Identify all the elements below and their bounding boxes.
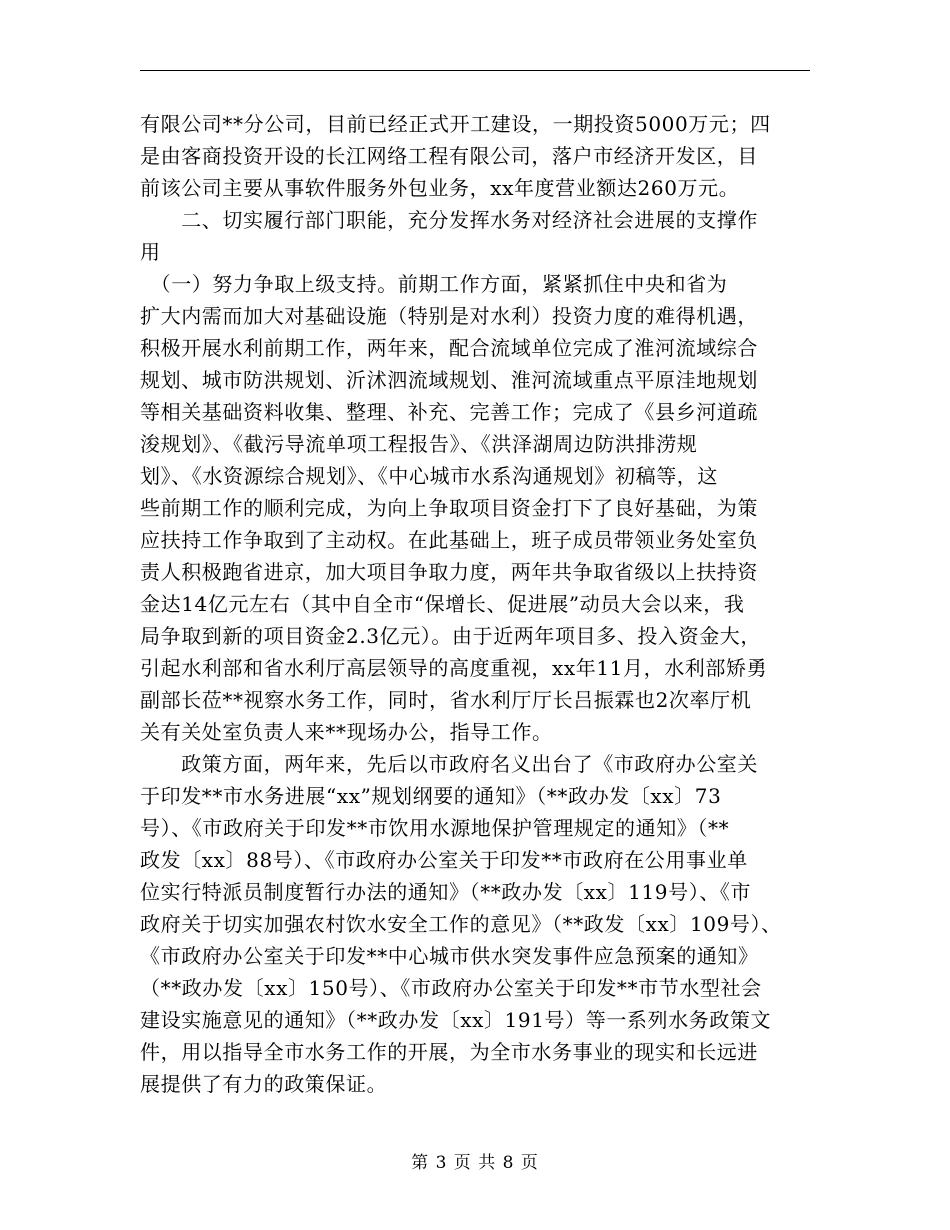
text-line: 政府关于切实加强农村饮水安全工作的意见》（**政发〔xx〕109号）、 — [140, 912, 782, 936]
text-line: 金达14亿元左右（其中自全市“保增长、促进展”动员大会以来，我 — [140, 592, 745, 616]
text-line: 是由客商投资开设的长江网络工程有限公司，落户市经济开发区，目 — [140, 144, 758, 168]
text-line: 关有关处室负责人来**现场办公，指导工作。 — [140, 720, 553, 744]
text-line: 引起水利部和省水利厅高层领导的高度重视，xx年11月，水利部矫勇 — [140, 656, 768, 680]
text-line: （一）努力争取上级支持。前期工作方面，紧紧抓住中央和省为 — [140, 272, 728, 296]
text-line: 展提供了有力的政策保证。 — [140, 1072, 388, 1096]
section-heading: 二、切实履行部门职能，充分发挥水务对经济社会进展的支撑作 — [140, 208, 758, 232]
text-line: 责人积极跑省进京，加大项目争取力度，两年共争取省级以上扶持资 — [140, 560, 758, 584]
text-line: 建设实施意见的通知》（**政办发〔xx〕191号）等一系列水务政策文 — [140, 1008, 772, 1032]
text-line: 应扶持工作争取到了主动权。在此基础上，班子成员带领业务处室负 — [140, 528, 758, 552]
text-line: 政发〔xx〕88号）、《市政府办公室关于印发**市政府在公用事业单 — [140, 848, 748, 872]
text-line: 件，用以指导全市水务工作的开展，为全市水务事业的现实和长远进 — [140, 1040, 758, 1064]
text-line: 等相关基础资料收集、整理、补充、完善工作；完成了《县乡河道疏 — [140, 400, 758, 424]
text-line: 于印发**市水务进展“xx”规划纲要的通知》（**政办发〔xx〕73 — [140, 784, 722, 808]
page-number: 第 3 页 共 8 页 — [411, 1153, 539, 1173]
section-heading: 用 — [140, 240, 161, 264]
text-line: 浚规划》、《截污导流单项工程报告》、《洪泽湖周边防洪排涝规 — [140, 432, 698, 456]
text-line: 些前期工作的顺利完成，为向上争取项目资金打下了良好基础，为策 — [140, 496, 758, 520]
text-line: 位实行特派员制度暂行办法的通知》（**政办发〔xx〕119号）、《市 — [140, 880, 752, 904]
text-line: （**政办发〔xx〕150号）、《市政府办公室关于印发**市节水型社会 — [140, 976, 762, 1000]
text-line: 有限公司**分公司，目前已经正式开工建设，一期投资5000万元；四 — [140, 112, 771, 136]
text-line: 政策方面，两年来，先后以市政府名义出台了《市政府办公室关 — [140, 752, 758, 776]
text-line: 局争取到新的项目资金2.3亿元）。由于近两年项目多、投入资金大， — [140, 624, 762, 648]
text-line: 划》、《水资源综合规划》、《中心城市水系沟通规划》初稿等，这 — [140, 464, 718, 488]
text-line: 规划、城市防洪规划、沂沭泗流域规划、淮河流域重点平原洼地规划 — [140, 368, 758, 392]
text-line: 扩大内需而加大对基础设施（特别是对水利）投资力度的难得机遇， — [140, 304, 758, 328]
text-line: 积极开展水利前期工作，两年来，配合流域单位完成了淮河流域综合 — [140, 336, 758, 360]
header-rule — [140, 70, 810, 71]
text-line: 号）、《市政府关于印发**市饮用水源地保护管理规定的通知》（** — [140, 816, 730, 840]
text-line: 《市政府办公室关于印发**中心城市供水突发事件应急预案的通知》 — [140, 944, 759, 968]
text-line: 前该公司主要从事软件服务外包业务，xx年度营业额达260万元。 — [140, 176, 740, 200]
text-line: 副部长莅**视察水务工作，同时，省水利厅厅长吕振霖也2次率厅机 — [140, 688, 752, 712]
